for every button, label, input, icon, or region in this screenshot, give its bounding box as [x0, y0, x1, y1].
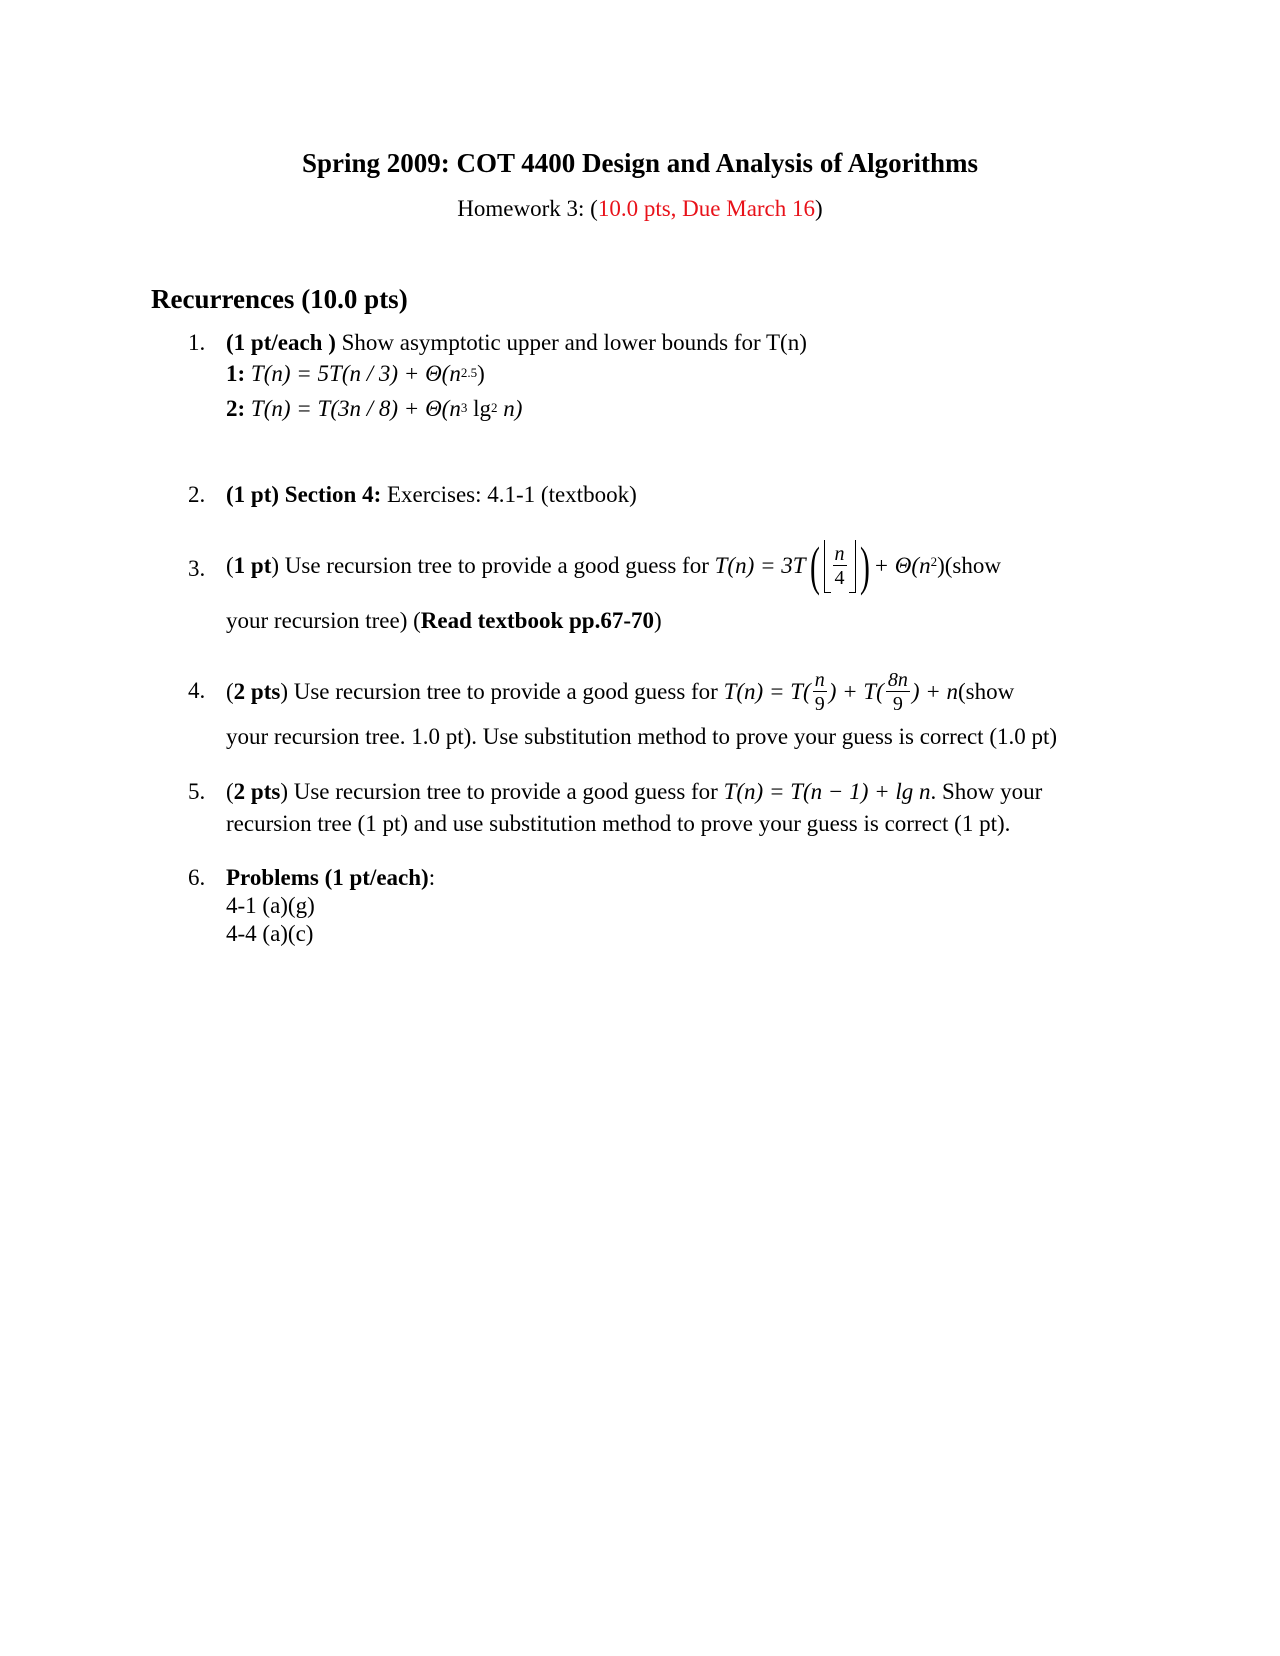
- q2-section: Section 4:: [284, 482, 382, 507]
- q3-number: 3.: [188, 556, 206, 581]
- q4-fraction-2: [886, 670, 910, 714]
- q4-equation-end: ) + n: [911, 679, 959, 704]
- q1-text: [226, 330, 807, 356]
- q5-line2: recursion tree (1 pt) and use substitution method to prove your guess is correct (1 pt).: [226, 811, 1011, 836]
- q4-show: (show: [958, 679, 1015, 704]
- document-title: Spring 2009: COT 4400 Design and Analysis of Algorithms: [301, 148, 979, 178]
- q4-fraction-2-numerator: 8n: [887, 669, 908, 691]
- q6-number: 6.: [188, 865, 206, 890]
- q1-number: 1.: [188, 330, 206, 355]
- q4-equation-lhs: T(n) = T(: [723, 679, 811, 704]
- q3-line2-text: your recursion tree) (: [226, 608, 421, 633]
- q5-after: . Show your: [930, 779, 1043, 804]
- q1-sub1-label: 1:: [226, 361, 246, 386]
- q5-open: (: [226, 779, 234, 804]
- q4-line1: [226, 660, 1014, 724]
- q6-item: 4-1 (a)(g): [226, 893, 315, 918]
- q3-reading: Read textbook pp.67-70: [420, 608, 654, 633]
- q4-fraction-1-numerator: n: [814, 669, 825, 691]
- q1-sub1-equation: T(n) = 5T(n / 3) + Θ(n: [250, 361, 461, 386]
- q6-item: 4-4 (a)(c): [226, 921, 314, 946]
- q6-heading: [226, 865, 435, 891]
- q4-fraction-1: [813, 670, 827, 714]
- q1-prompt: Show asymptotic upper and lower bounds for T(n): [335, 330, 807, 355]
- q1-sub2: [226, 396, 522, 422]
- q4-fraction-2-denominator: 9: [892, 693, 903, 715]
- q4-open: (: [226, 679, 234, 704]
- q1-sub2-exponent1: 3: [460, 400, 468, 415]
- q1-sub1-exponent: 2.5: [460, 365, 478, 380]
- left-paren: (: [809, 535, 820, 596]
- q6-colon: :: [428, 865, 436, 890]
- q5-points: 2 pts: [233, 779, 281, 804]
- right-floor-bracket: [849, 540, 856, 593]
- q3-line2-end: ): [654, 608, 662, 633]
- q3-fraction-numerator: n: [834, 543, 845, 565]
- q1-sub1: [226, 361, 485, 387]
- subtitle-suffix: ): [815, 196, 823, 221]
- q3-equation-end: ): [937, 553, 945, 578]
- document-subtitle: [0, 196, 1280, 222]
- q4-equation-mid: ) + T(: [828, 679, 884, 704]
- q3-points: 1 pt: [233, 553, 272, 578]
- q1-sub2-equation: T(n) = T(3n / 8) + Θ(n: [250, 396, 461, 421]
- q3-fraction: [833, 544, 847, 588]
- q3-exponent: 2: [930, 554, 938, 569]
- q5-equation: T(n) = T(n − 1) + lg n: [723, 779, 931, 804]
- subtitle-due-info: 10.0 pts, Due March 16: [597, 196, 816, 221]
- left-floor-bracket: [824, 540, 831, 593]
- q4-number: 4.: [188, 678, 206, 703]
- q1-sub2-end: n): [497, 396, 523, 421]
- q1-sub1-end: ): [477, 361, 485, 386]
- q3-show: (show: [944, 553, 1001, 578]
- q2-prompt: Exercises: 4.1-1 (textbook): [381, 482, 637, 507]
- q5-prompt: ) Use recursion tree to provide a good guess for: [280, 779, 724, 804]
- section-heading: Recurrences (10.0 pts): [151, 284, 408, 314]
- q1-sub2-label: 2:: [226, 396, 246, 421]
- q3-equation-lhs: T(n) = 3T: [714, 553, 806, 578]
- q4-fraction-1-denominator: 9: [814, 693, 825, 715]
- q3-fraction-denominator: 4: [834, 567, 845, 589]
- q4-line2: your recursion tree. 1.0 pt). Use substitution method to prove your guess is correct (1.0 pt): [226, 724, 1058, 749]
- q1-points: (1 pt/each ): [226, 330, 336, 355]
- q4-points: 2 pts: [233, 679, 281, 704]
- q6-title: Problems (1 pt/each): [226, 865, 429, 890]
- q2-text: [226, 482, 637, 508]
- q3-line1: [226, 534, 1001, 598]
- q5-number: 5.: [188, 779, 206, 804]
- q2-number: 2.: [188, 482, 206, 507]
- subtitle-prefix: Homework 3: (: [457, 196, 598, 221]
- q4-prompt: ) Use recursion tree to provide a good guess for: [280, 679, 718, 704]
- q3-equation-rhs: + Θ(n: [873, 553, 931, 578]
- q5-line1: [226, 779, 1042, 805]
- q3-line2: [226, 608, 662, 634]
- q3-open: (: [226, 553, 234, 578]
- q1-sub2-mid: lg: [467, 396, 491, 421]
- right-paren: ): [859, 535, 870, 596]
- q3-prompt: ) Use recursion tree to provide a good guess for: [271, 553, 709, 578]
- q1-sub2-exponent2: 2: [490, 400, 498, 415]
- q2-points: (1 pt): [226, 482, 280, 507]
